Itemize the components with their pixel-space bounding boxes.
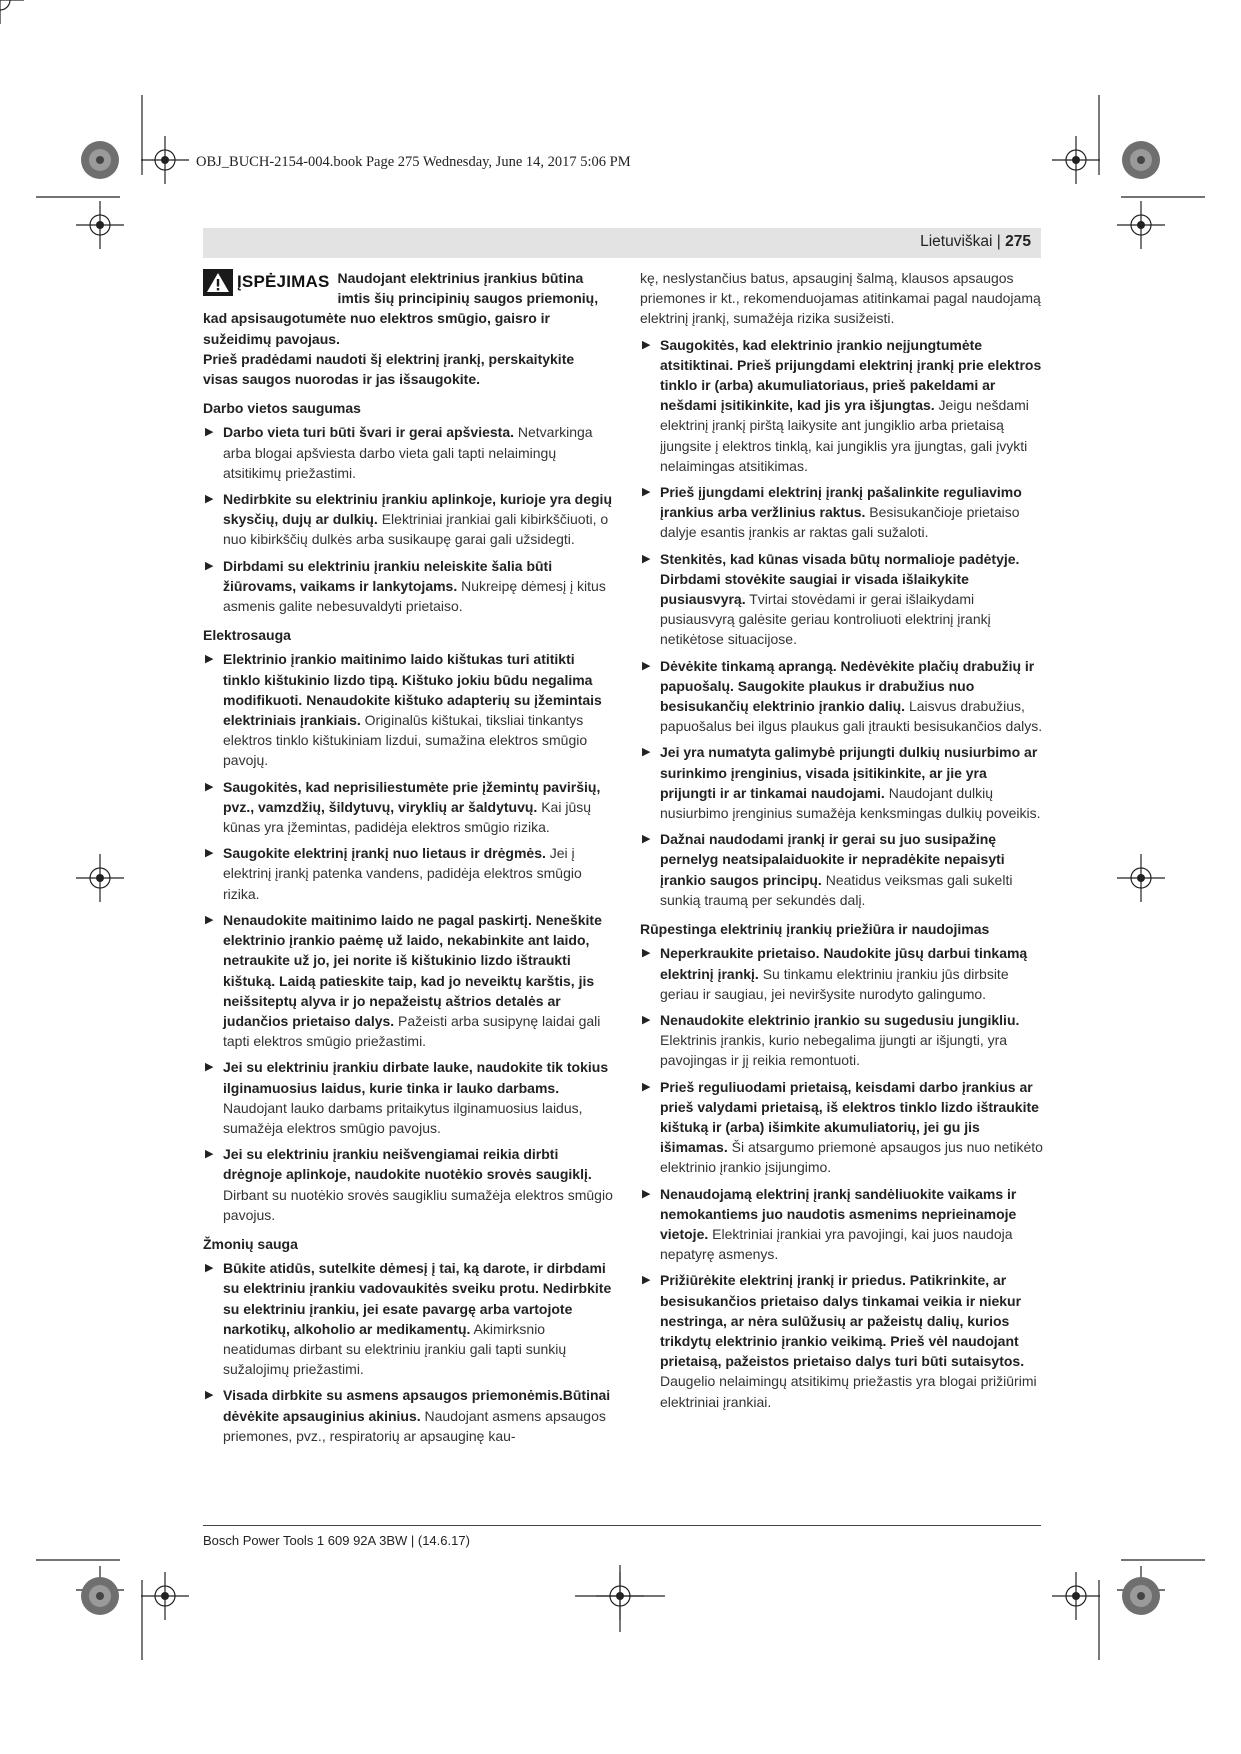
arrow-bullet-icon: ▶ (205, 426, 214, 439)
list-item (640, 1010, 1045, 1071)
arrow-bullet-icon: ▶ (642, 947, 651, 960)
list-item (640, 482, 1045, 543)
item-text: Elektriniai įrankiai gali kibirkščiuoti, o nuo kibirkščių dulkės arba susikaupę garai gali užsidegti. (223, 511, 609, 548)
item-text: Dirbant su nuotėkio srovės saugikliu sumažėja elektros smūgio pavojus. (223, 1186, 613, 1223)
item-bold: Saugokitės, kad elektrinio įrankio neįjungtumėte atsitiktinai. Prieš prijungdami elektrinį įrankį prie elektros tinklo ir (arba) akumuliatoriaus, prieš pakeldami ar nešdami įsitikinkite, kad jis yra išjungtas. (660, 336, 1042, 414)
list-item (640, 1270, 1045, 1411)
left-column (203, 268, 613, 1452)
arrow-bullet-icon: ▶ (205, 1148, 214, 1161)
item-bold: Dažnai naudodami įrankį ir gerai su juo susipažinę pernelyg neatsipalaiduokite ir nepradėkite nepaisyti įrankio saugos principų. (660, 831, 1005, 888)
item-bold: Jei su elektriniu įrankiu dirbate lauke, naudokite tik tokius ilginamuosius laidus, kurie tinka ir lauko darbams. (223, 1059, 609, 1096)
arrow-bullet-icon: ▶ (642, 1013, 651, 1026)
section-title: Darbo vietos saugumas (203, 400, 361, 417)
arrow-bullet-icon: ▶ (205, 653, 214, 666)
item-text: Nukreipę dėmesį į kitus asmenis galite nebesuvaldyti prietaiso. (223, 577, 606, 615)
item-bold: Stenkitės, kad kūnas visada būtų normalioje padėtyje. Dirbdami stovėkite saugiai ir visada išlaikykite pusiausvyrą. (660, 550, 1020, 608)
arrow-bullet-icon: ▶ (205, 780, 214, 793)
item-bold: Saugokitės, kad neprisiliestumėte prie įžemintų paviršių, pvz., vamzdžių, šildytuvų, viryklių ar šaldytuvų. (223, 778, 601, 815)
arrow-bullet-icon: ▶ (642, 659, 651, 672)
item-text: Originalūs kištukai, tiksliai tinkantys elektros tinklo kištukiniam lizdui, sumažina elektros smūgio pavojų. (223, 712, 588, 769)
item-text: Jei į elektrinį įrankį patenka vandens, padidėja elektros smūgio rizika. (223, 845, 582, 902)
page-footer: Bosch Power Tools 1 609 92A 3BW | (14.6.17) (203, 1533, 470, 1548)
item-text: Laisvus drabužius, papuošalus bei ilgus plaukus gali įtraukti besisukančios dalys. (660, 698, 1043, 735)
warning-icon (203, 269, 233, 296)
item-bold: Būkite atidūs, sutelkite dėmesį į tai, ką darote, ir dirbdami su elektriniu įrankiu vadovaukitės sveiku protu. Nedirbkite su elektriniu įrankiu, jei esate pavargę arba vartojote narkotikų, alkoholio ar medikamentų. (223, 1260, 612, 1337)
list-item (640, 943, 1045, 1004)
item-text: Ši atsargumo priemonė apsaugos jus nuo netikėto elektrinio įrankio įsijungimo. (660, 1139, 1043, 1176)
list-item (203, 556, 613, 617)
item-bold: Neperkraukite prietaiso. Naudokite jūsų darbui tinkamą elektrinį įrankį. (660, 945, 1028, 982)
arrow-bullet-icon: ▶ (205, 493, 214, 506)
section-title: Rūpestinga elektrinių įrankių priežiūra ir naudojimas (640, 921, 990, 938)
arrow-bullet-icon: ▶ (642, 338, 651, 351)
item-bold: Nedirbkite su elektriniu įrankiu aplinkoje, kurioje yra degių skysčių, dujų ar dulkių. (223, 491, 612, 528)
list-item (640, 1077, 1045, 1178)
header-separator: | (996, 233, 1001, 250)
arrow-bullet-icon: ▶ (642, 1187, 651, 1200)
item-bold: Prieš įjungdami elektrinį įrankį pašalinkite reguliavimo įrankius arba veržlinius raktus. (660, 484, 1022, 521)
arrow-bullet-icon: ▶ (642, 1274, 651, 1287)
list-item (203, 422, 613, 483)
arrow-bullet-icon: ▶ (642, 552, 651, 565)
item-text: Netvarkinga arba blogai apšviesta darbo vieta gali tapti nelaimingų atsitikimų priežastimi. (223, 424, 593, 481)
item-bold: Jei yra numatyta galimybė prijungti dulkių nusiurbimo ar surinkimo įrenginius, visada įsitikinkite, ar jie yra prijungti ir ar tinkamai naudojami. (660, 744, 1038, 801)
page-number: 275 (1005, 233, 1031, 250)
list-item (640, 656, 1045, 737)
item-text: Daugelio nelaimingų atsitikimų priežastis yra blogai prižiūrimi elektriniai įrankiai. (660, 1373, 1037, 1410)
arrow-bullet-icon: ▶ (205, 847, 214, 860)
arrow-bullet-icon: ▶ (205, 1262, 214, 1275)
item-bold: Prižiūrėkite elektrinį įrankį ir priedus. Patikrinkite, ar besisukančios prietaiso dalys tinkamai veikia ir niekur nestringa, ar nėra sulūžusių ar pažeistų dalių, kurios trikdytų elektrinio įrankio veikimą. Prieš vėl naudojant prietaisą, pažeistos prietaiso dalys turi būti sutaisytos. (660, 1272, 1025, 1370)
arrow-bullet-icon: ▶ (205, 913, 214, 926)
arrow-bullet-icon: ▶ (205, 1389, 214, 1402)
item-text: Akimirksnio neatidumas dirbant su elektriniu įrankiu gali tapti sunkių sužalojimų priežastimi. (223, 1320, 567, 1378)
item-text: Neatidus veiksmas gali sukelti sunkią traumą per sekundės dalį. (660, 871, 1013, 908)
right-column (640, 268, 1045, 1418)
arrow-bullet-icon: ▶ (642, 1080, 651, 1093)
footer-divider (203, 1525, 1041, 1526)
item-bold: Prieš reguliuodami prietaisą, keisdami darbo įrankius ar prieš valydami prietaisą, iš elektros tinklo lizdo ištraukite kištuką ir (arba) išimkite akumuliatorių, jei gu jis išimamas. (660, 1078, 1039, 1156)
item-text: Pažeisti arba susipynę laidai gali tapti elektros smūgio priežastimi. (223, 1012, 601, 1050)
warning-label: ĮSPĖJIMAS (237, 272, 330, 292)
arrow-bullet-icon: ▶ (205, 559, 214, 572)
warning-badge (203, 269, 330, 296)
arrow-bullet-icon: ▶ (642, 746, 651, 759)
item-text: Elektrinis įrankis, kurio nebegalima įjungti ar išjungti, yra pavojingas ir jį reikia remontuoti. (660, 1032, 1008, 1069)
list-item (203, 843, 613, 904)
list-item (640, 549, 1045, 650)
continued-text: kę, neslystančius batus, apsauginį šalmą, klausos apsaugos priemones ir kt., rekomenduojamas atitinkamai pagal naudojamą elektrinį įrankį, sumažėja rizika susižeisti. (640, 270, 1041, 327)
warning-block (203, 268, 613, 389)
item-text: Tvirtai stovėdami ir gerai išlaikydami pusiausvyrą galėsite geriau kontroliuoti elektrinį įrankį netikėtose situacijose. (660, 591, 991, 648)
item-bold: Elektrinio įrankio maitinimo laido kištukas turi atitikti tinklo kištukinio lizdo tipą. Kištuko jokiu būdu negalima modifikuoti. Nenaudokite kištuko adapterių su įžemintais elektriniais įrankiais. (223, 651, 602, 729)
list-item (203, 1385, 613, 1446)
list-item (203, 910, 613, 1051)
warning-instruction: Prieš pradėdami naudoti šį elektrinį įrankį, perskaitykite visas saugos nuorodas ir jas išsaugokite. (203, 350, 575, 388)
item-text: Naudojant dulkių nusiurbimo įrenginius sumažėja kenksmingas dulkių poveikis. (660, 784, 1041, 822)
item-text: Elektriniai įrankiai yra pavojingi, kai juos naudoja nepatyrę asmenys. (660, 1225, 1013, 1263)
list-item (640, 335, 1045, 476)
arrow-bullet-icon: ▶ (205, 1061, 214, 1074)
item-bold: Nenaudokite elektrinio įrankio su sugedusiu jungikliu. (660, 1011, 1020, 1028)
item-bold: Nenaudojamą elektrinį įrankį sandėliuokite vaikams ir nemokantiems juo naudotis asmenims neprieinamoje vietoje. (660, 1185, 1017, 1242)
list-item (203, 1258, 613, 1379)
list-item (203, 1057, 613, 1138)
arrow-bullet-icon: ▶ (642, 833, 651, 846)
item-bold: Dirbdami su elektriniu įrankiu neleiskite šalia būti žiūrovams, vaikams ir lankytojams. (223, 557, 553, 594)
warning-text: Naudojant elektrinius įrankius būtina imtis šių principinių saugos priemonių, kad apsisaugotumėte nuo elektros smūgio, gaisro ir sužeidimų pavojaus. (203, 270, 599, 347)
page-header-bar (203, 228, 1041, 258)
item-bold: Nenaudokite maitinimo laido ne pagal paskirtį. Neneškite elektrinio įrankio paėmę už laido, nekabinkite ant laido, netraukite už jo, jei norite iš kištukinio lizdo ištraukti kištuką. Laidą patieskite taip, kad jo neveiktų karštis, jis neišsiteptų alyva ir jo nepažeistų aštrios detalės ar judančios prietaiso dalys. (223, 911, 602, 1029)
item-text: Kai jūsų kūnas yra įžemintas, padidėja elektros smūgio rizika. (223, 798, 592, 836)
section-title: Žmonių sauga (203, 1235, 298, 1252)
item-bold: Darbo vieta turi būti švari ir gerai apšviesta. (223, 424, 514, 441)
list-item (640, 742, 1045, 823)
item-bold: Visada dirbkite su asmens apsaugos priemonėmis.Būtinai dėvėkite apsauginius akinius. (223, 1387, 611, 1424)
item-text: Naudojant asmens apsaugos priemones, pvz., respiratorių ar apsauginę kau- (223, 1407, 606, 1444)
item-text: Naudojant lauko darbams pritaikytus ilginamuosius laidus, sumažėja elektros smūgio pavojus. (223, 1099, 583, 1136)
print-header: OBJ_BUCH-2154-004.book Page 275 Wednesday, June 14, 2017 5:06 PM (196, 154, 631, 170)
list-item (203, 489, 613, 550)
header-language: Lietuviškai (920, 233, 993, 250)
list-item (203, 649, 613, 770)
arrow-bullet-icon: ▶ (642, 486, 651, 499)
item-text: Besisukančioje prietaiso dalyje esantis įrankis ar raktas gali sužaloti. (660, 504, 1020, 541)
item-text: Su tinkamu elektriniu įrankiu jūs dirbsite geriau ir saugiau, jei neviršysite nurodyto galingumo. (660, 965, 1009, 1002)
item-bold: Saugokite elektrinį įrankį nuo lietaus ir drėgmės. (223, 845, 546, 862)
item-bold: Jei su elektriniu įrankiu neišvengiamai reikia dirbti drėgnoje aplinkoje, naudokite nuotėkio srovės saugiklį. (223, 1146, 592, 1183)
item-text: Jeigu nešdami elektrinį įrankį pirštą laikysite ant jungiklio arba prietaisą įjungsite į elektros tinklą, kai jungiklis yra įjungtas, gali įvykti nelaimingas atsitikimas. (660, 397, 1029, 474)
item-bold: Dėvėkite tinkamą aprangą. Nedėvėkite plačių drabužių ir papuošalų. Saugokite plaukus ir drabužius nuo besisukančių elektrinio įrankio dalių. (660, 657, 1035, 715)
list-item (640, 1184, 1045, 1265)
list-item (203, 777, 613, 838)
page-header (920, 233, 1031, 251)
list-item (640, 829, 1045, 910)
section-title: Elektrosauga (203, 627, 291, 644)
list-item (203, 1144, 613, 1225)
